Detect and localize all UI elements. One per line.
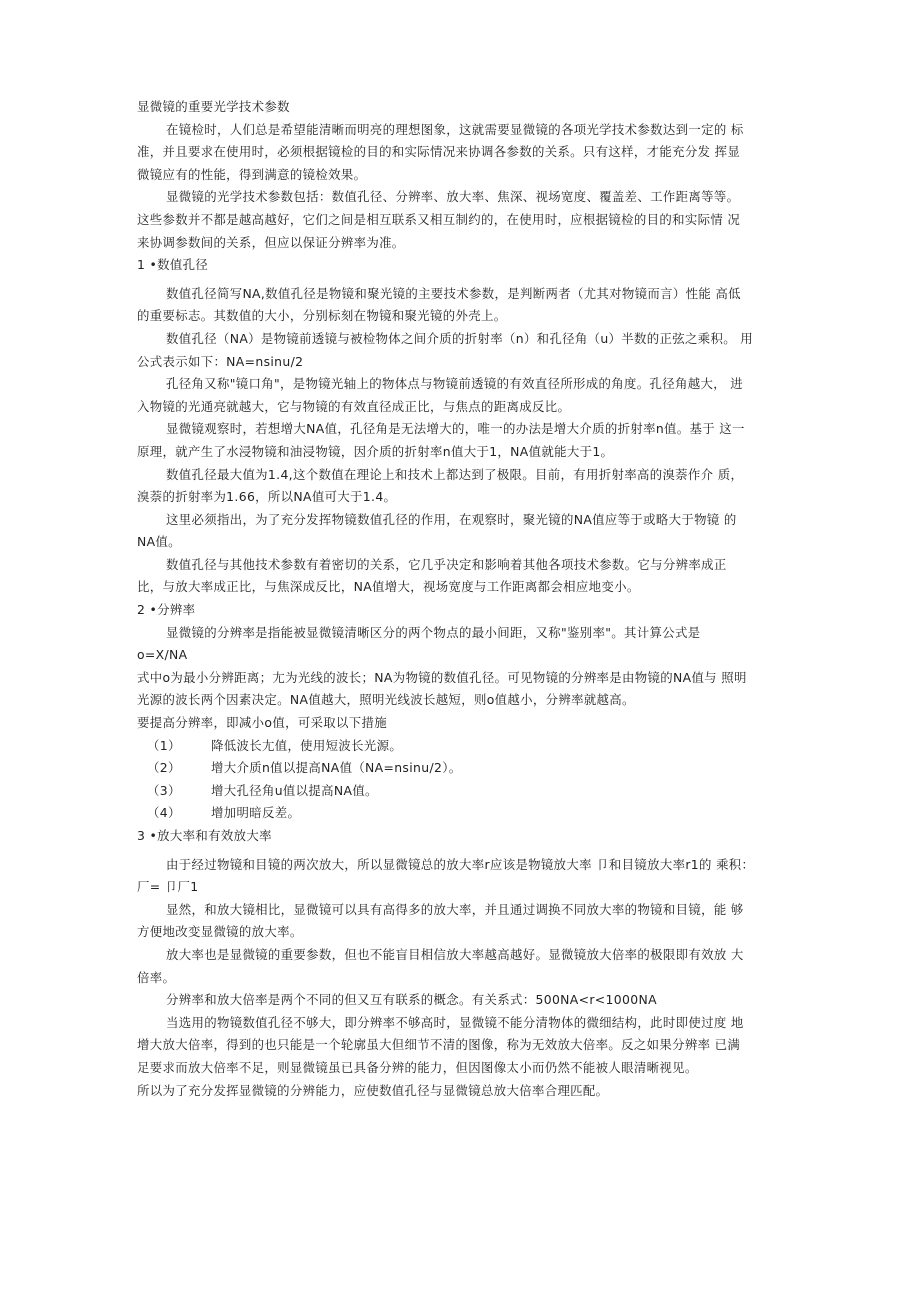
section3-paragraph-6: 所以为了充分发挥显微镜的分辨能力，应使数值孔径与显微镜总放大倍率合理匹配。 <box>137 1082 609 1098</box>
section1-paragraph-3 <box>137 373 779 418</box>
section1-paragraph-7 <box>137 554 779 599</box>
list-item-text: 增大孔径角u值以提高NA值。 <box>211 782 378 798</box>
document-page <box>137 96 779 1102</box>
text-line: 式中o为最小分辨距离；尢为光线的波长；NA为物镜的数值孔径。可见物镜的分辨率是由物镜的NA值与 照明 <box>137 669 747 685</box>
list-item-text: 增大介质n值以提高NA值（NA=nsinu/2）。 <box>211 760 462 776</box>
section3-paragraph-4: 分辨率和放大倍率是两个不同的但又互有联系的概念。有关系式：500NA<r<1000NA <box>166 992 657 1008</box>
resolution-formula: o=X/NA <box>137 647 188 663</box>
text-line: 光源的波长两个因素决定。NA值越大，照明光线波长越短，则o值越小，分辨率就越高。 <box>137 692 635 708</box>
section1-paragraph-2 <box>137 328 779 373</box>
text-line: 数值孔径简写NA,数值孔径是物镜和聚光镜的主要技术参数，是判断两者（尤其对物镜而言）性能 高低 <box>166 285 741 301</box>
text-line: 孔径角又称"镜口角"，是物镜光轴上的物体点与物镜前透镜的有效直径所形成的角度。孔径角越大， 进 <box>166 376 743 392</box>
text-line: 厂= 卩厂1 <box>137 879 199 895</box>
resolution-measures-list <box>137 735 779 825</box>
section1-paragraph-4 <box>137 418 779 463</box>
section1-paragraph-1 <box>137 283 779 328</box>
list-item-number: （2） <box>147 760 181 776</box>
intro-paragraph-2 <box>137 186 779 254</box>
text-line: 溴萘的折射率为1.66，所以NA值可大于1.4。 <box>137 489 397 505</box>
intro-paragraph-1 <box>137 119 779 187</box>
text-line: 显微镜观察时，若想增大NA值，孔径角是无法增大的，唯一的办法是增大介质的折射率n值。基于 这一 <box>166 421 745 437</box>
text-line: 微镜应有的性能，得到满意的镜检效果。 <box>137 166 367 182</box>
text-line: 倍率。 <box>137 969 176 985</box>
text-line: 显微镜的光学技术参数包括：数值孔径、分辨率、放大率、焦深、视场宽度、覆盖差、工作距离等等。 <box>166 189 740 205</box>
section2-paragraph-2 <box>137 667 779 712</box>
text-line: 由于经过物镜和目镜的两次放大，所以显微镜总的放大率r应该是物镜放大率 卩和目镜放大率r1的 乘积： <box>166 856 755 872</box>
text-line: 原理，就产生了水浸物镜和油浸物镜，因介质的折射率n值大于1，NA值就能大于1。 <box>137 443 614 459</box>
section1-paragraph-6 <box>137 509 779 554</box>
text-line: 数值孔径最大值为1.4,这个数值在理论上和技术上都达到了极限。目前，有用折射率高的溴萘作介 质， <box>166 466 744 482</box>
text-line: 入物镜的光通亮就越大，它与物镜的有效直径成正比，与焦点的距离成反比。 <box>137 398 571 414</box>
text-line: 足要求而放大倍率不足，则显微镜虽已具备分辨的能力，但因图像太小而仍然不能被人眼清晰视见。 <box>137 1059 698 1075</box>
text-line: 当选用的物镜数值孔径不够大，即分辨率不够高时，显微镜不能分清物体的微细结构，此时即使过度 地 <box>166 1014 744 1030</box>
list-item-text: 增加明暗反差。 <box>211 805 301 821</box>
section1-paragraph-5 <box>137 464 779 509</box>
text-line: 方便地改变显微镜的放大率。 <box>137 924 303 940</box>
section2-paragraph-1: 显微镜的分辨率是指能被显微镜清晰区分的两个物点的最小间距，又称"鉴别率"。其计算公式是 <box>166 624 701 640</box>
list-item <box>137 780 779 803</box>
text-line: 公式表示如下：NA=nsinu/2 <box>137 353 304 369</box>
text-line: 增大放大倍率，得到的也只能是一个轮廓虽大但细节不清的图像，称为无效放大倍率。反之如果分辨率 已满 <box>137 1037 741 1053</box>
text-line: 数值孔径与其他技术参数有着密切的关系，它几乎决定和影响着其他各项技术参数。它与分辨率成正 <box>166 556 727 572</box>
section3-paragraph-2 <box>137 899 779 944</box>
text-line: 这些参数并不都是越高越好，它们之间是相互联系又相互制约的，在使用时，应根据镜检的目的和实际情 况 <box>137 211 741 227</box>
list-item <box>137 757 779 780</box>
section3-paragraph-3 <box>137 944 779 989</box>
text-line: 比，与放大率成正比，与焦深成反比，NA值增大，视场宽度与工作距离都会相应地变小。 <box>137 579 640 595</box>
list-item <box>137 802 779 825</box>
text-line: 这里必须指出，为了充分发挥物镜数值孔径的作用，在观察时，聚光镜的NA值应等于或略大于物镜 的 <box>166 511 737 527</box>
list-item-number: （1） <box>147 737 181 753</box>
text-line: 数值孔径（NA）是物镜前透镜与被检物体之间介质的折射率（n）和孔径角（u）半数的正弦之乘积。 用 <box>166 330 753 346</box>
list-item <box>137 735 779 758</box>
text-line: 在镜检时，人们总是希望能清晰而明亮的理想图象，这就需要显微镜的各项光学技术参数达到一定的 标 <box>166 121 744 137</box>
section-heading-magnification: 3 •放大率和有效放大率 <box>137 828 272 843</box>
section3-paragraph-1 <box>137 854 779 899</box>
section3-paragraph-5 <box>137 1012 779 1080</box>
text-line: 准，并且要求在使用时，必须根据镜检的目的和实际情况来协调各参数的关系。只有这样，才能充分发 挥显 <box>137 144 741 160</box>
text-line: 来协调参数间的关系，但应以保证分辨率为准。 <box>137 234 405 250</box>
section-heading-numerical-aperture: 1 •数值孔径 <box>137 257 209 273</box>
list-item-number: （4） <box>147 805 181 821</box>
section2-paragraph-3: 要提高分辨率，即减小o值，可采取以下措施 <box>137 715 388 731</box>
list-item-text: 降低波长尢值，使用短波长光源。 <box>211 737 403 753</box>
text-line: NA值。 <box>137 534 181 550</box>
list-item-number: （3） <box>147 782 181 798</box>
text-line: 显然，和放大镜相比，显微镜可以具有高得多的放大率，并且通过调换不同放大率的物镜和目镜，能 够 <box>166 901 744 917</box>
document-title: 显微镜的重要光学技术参数 <box>137 99 290 114</box>
text-line: 放大率也是显微镜的重要参数，但也不能盲目相信放大率越高越好。显微镜放大倍率的极限即有效放 大 <box>166 946 744 962</box>
section-heading-resolution: 2 •分辨率 <box>137 602 196 618</box>
text-line: 的重要标志。其数值的大小，分别标刻在物镜和聚光镜的外壳上。 <box>137 308 507 324</box>
